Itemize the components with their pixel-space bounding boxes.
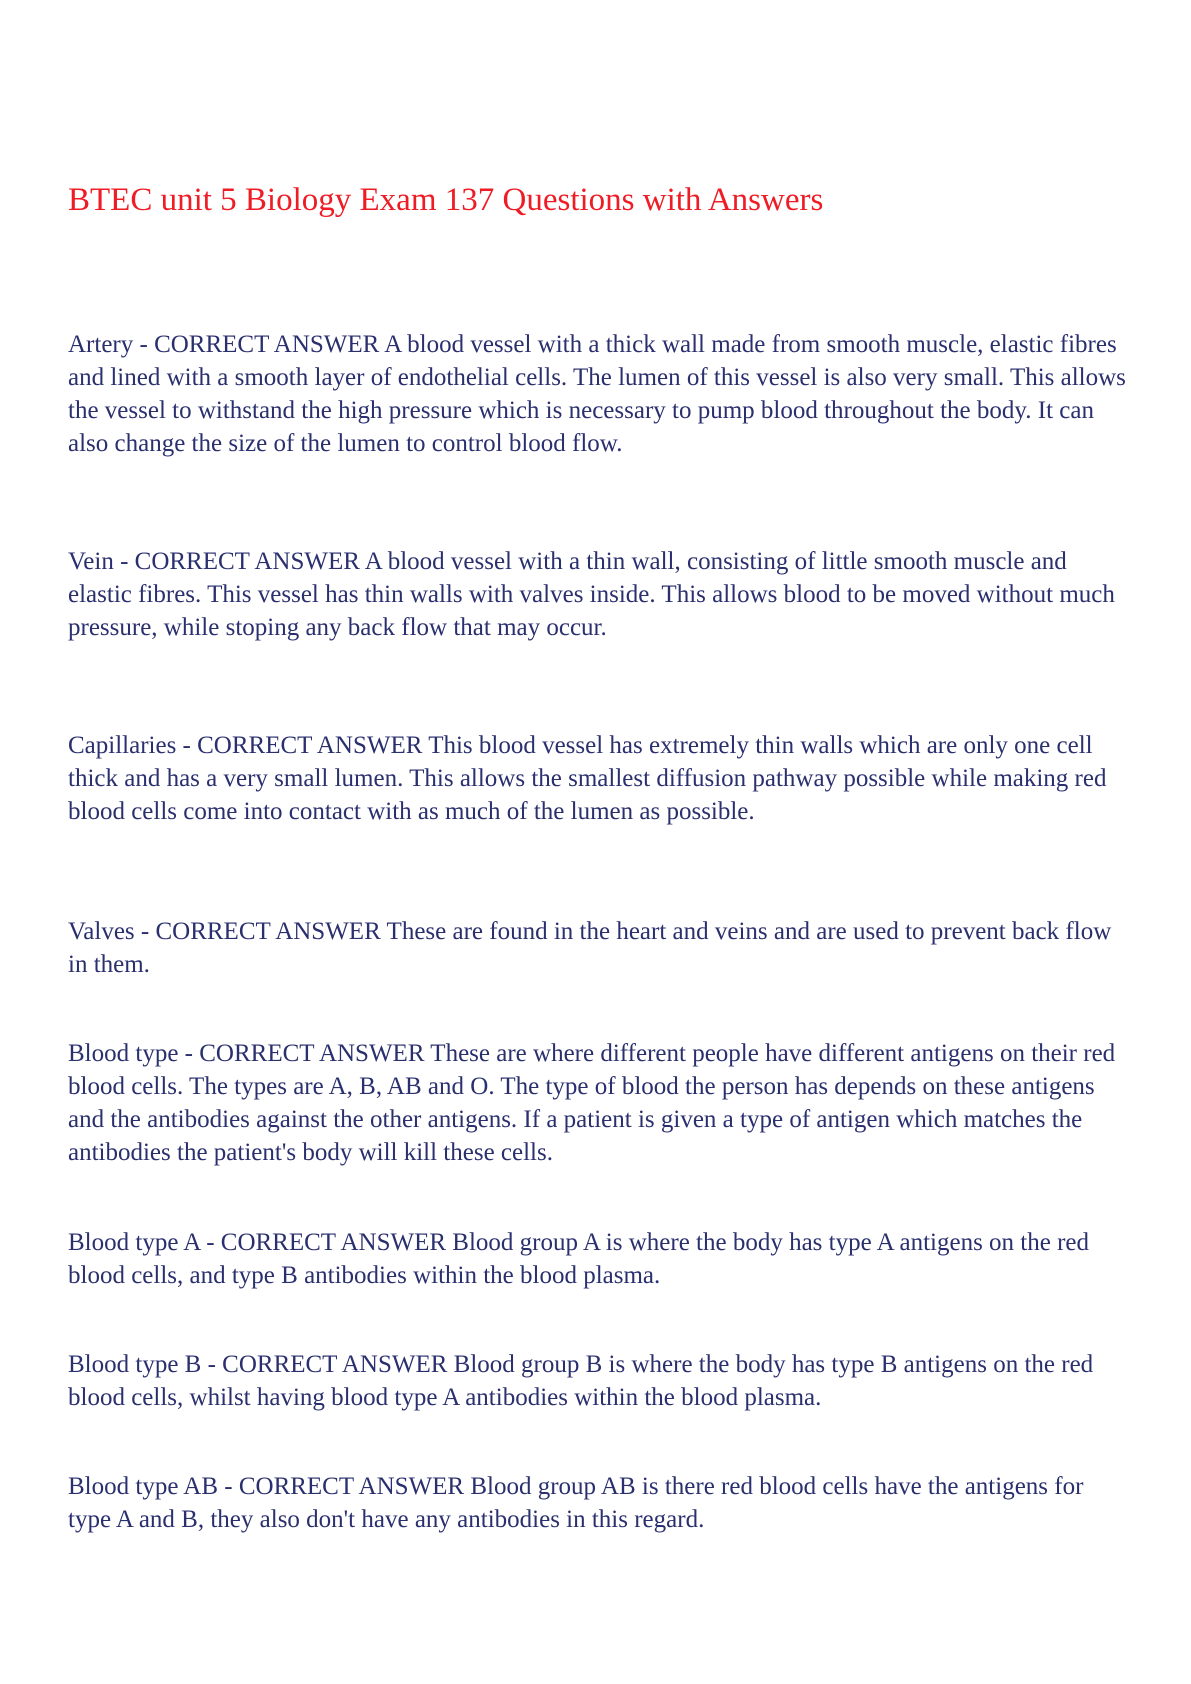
qa-item-vein: Vein - CORRECT ANSWER A blood vessel with a thin wall, consisting of little smooth muscle and elastic fibres. This vessel has thin walls with valves inside. This allows blood to be moved without much pressure, while stoping any back flow that may occur.: [68, 548, 1115, 641]
qa-list: [68, 328, 1128, 1536]
document-title: BTEC unit 5 Biology Exam 137 Questions with Answers: [68, 182, 824, 218]
qa-item-capillaries: Capillaries - CORRECT ANSWER This blood vessel has extremely thin walls which are only one cell thick and has a very small lumen. This allows the smallest diffusion pathway possible while making red blood cells come into contact with as much of the lumen as possible.: [68, 732, 1107, 825]
qa-item-blood-type-a: Blood type A - CORRECT ANSWER Blood group A is where the body has type A antigens on the red blood cells, and type B antibodies within the blood plasma.: [68, 1229, 1090, 1289]
qa-item-blood-type: Blood type - CORRECT ANSWER These are where different people have different antigens on their red blood cells. The types are A, B, AB and O. The type of blood the person has depends on these antigens and the antibodies against the other antigens. If a patient is given a type of antigen which matches the antibodies the patient's body will kill these cells.: [68, 1040, 1116, 1166]
qa-item-blood-type-ab: Blood type AB - CORRECT ANSWER Blood group AB is there red blood cells have the antigens for type A and B, they also don't have any antibodies in this regard.: [68, 1473, 1084, 1533]
qa-item-valves: Valves - CORRECT ANSWER These are found in the heart and veins and are used to prevent back flow in them.: [68, 918, 1112, 978]
qa-item-blood-type-b: Blood type B - CORRECT ANSWER Blood group B is where the body has type B antigens on the red blood cells, whilst having blood type A antibodies within the blood plasma.: [68, 1351, 1094, 1411]
qa-item-artery: Artery - CORRECT ANSWER A blood vessel with a thick wall made from smooth muscle, elastic fibres and lined with a smooth layer of endothelial cells. The lumen of this vessel is also very small. This allows the vessel to withstand the high pressure which is necessary to pump blood throughout the body. It can also change the size of the lumen to control blood flow.: [68, 331, 1126, 457]
